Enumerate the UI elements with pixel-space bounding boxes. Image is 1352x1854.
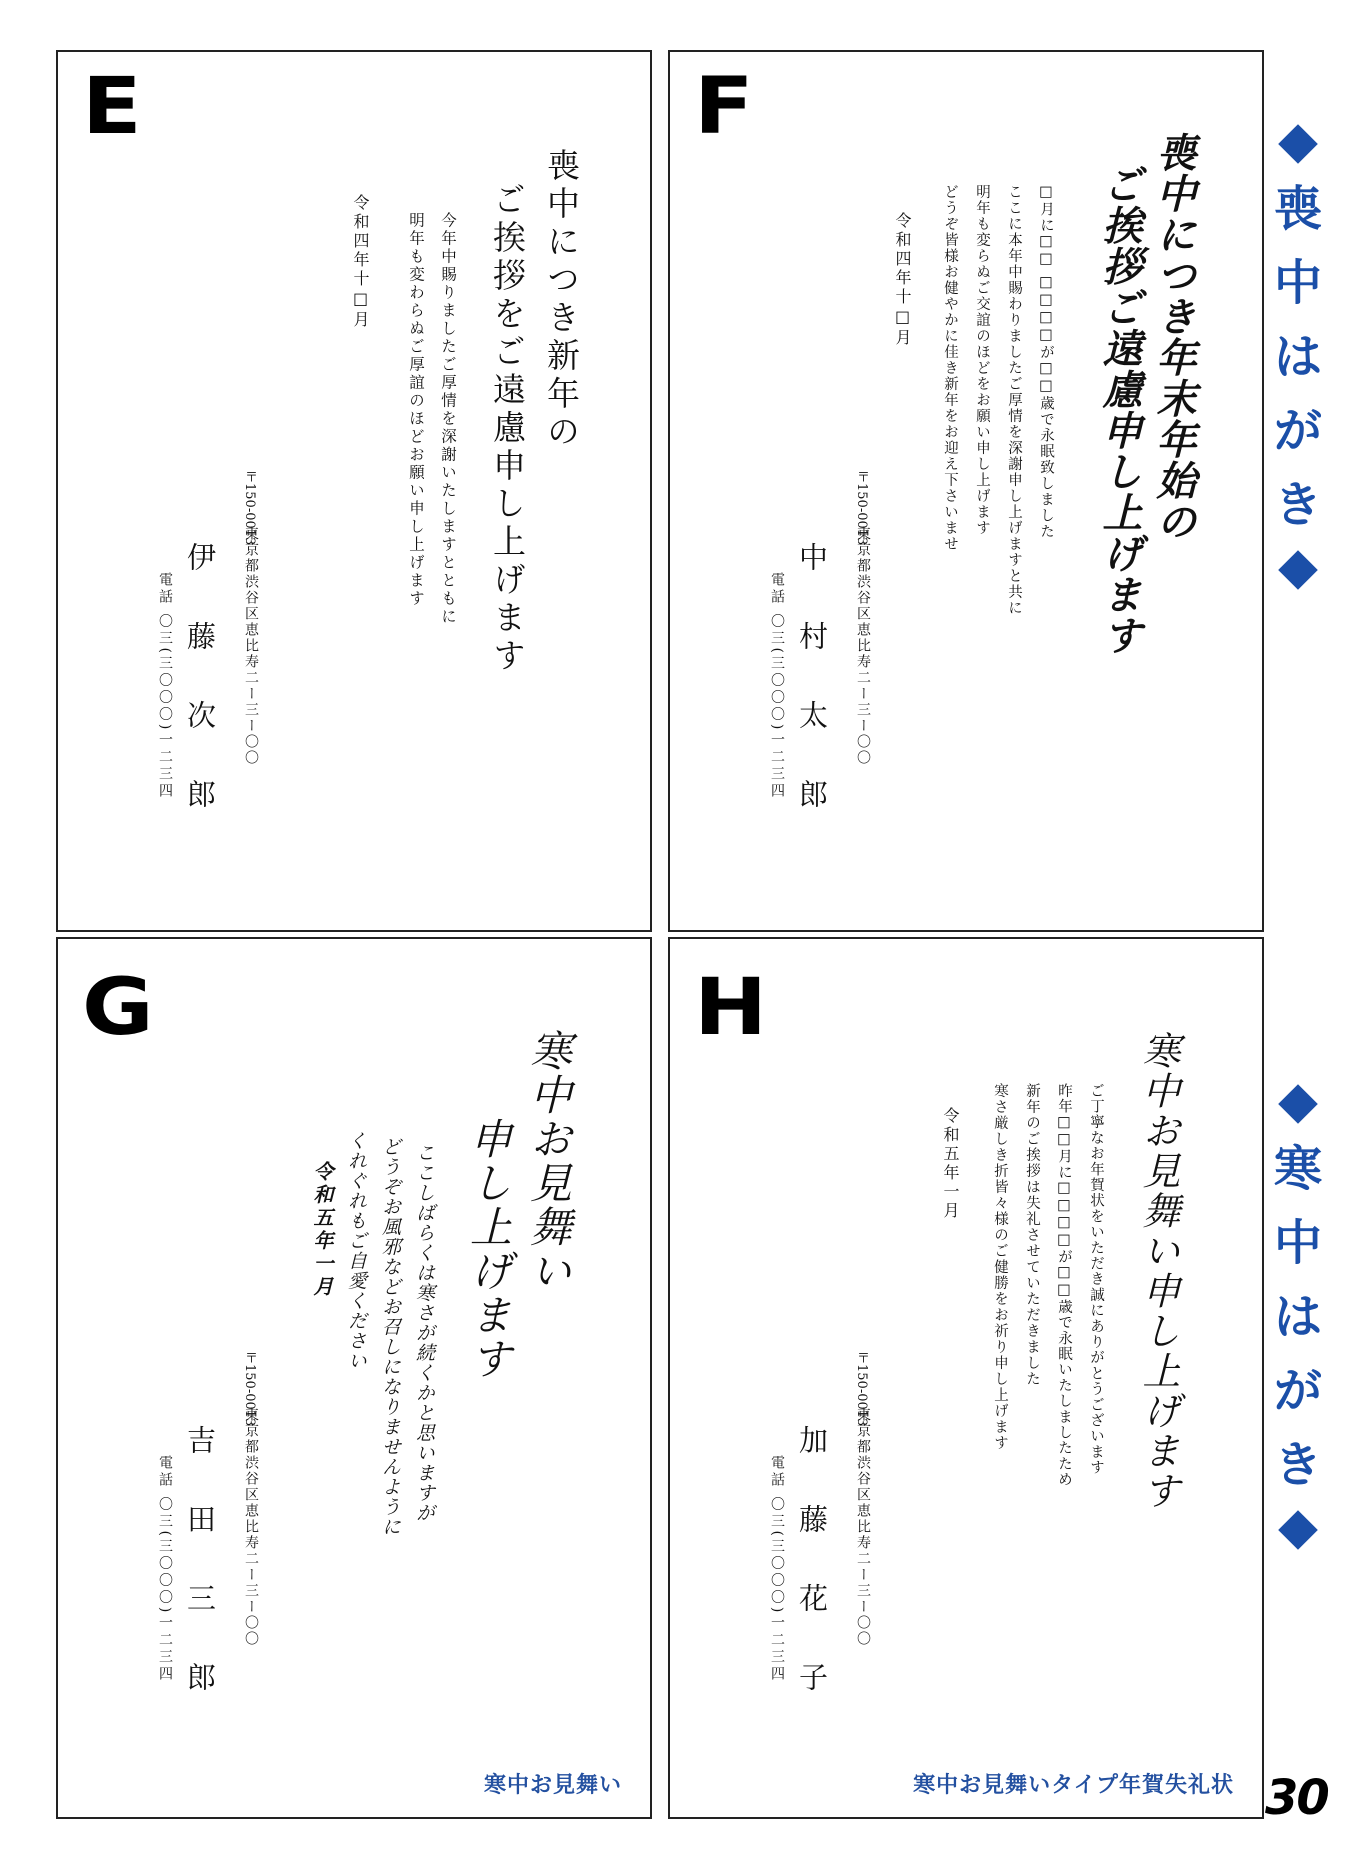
diamond-icon	[1278, 1084, 1318, 1124]
card-h	[668, 937, 1264, 1819]
card-zip: 〒150-0013	[242, 470, 257, 546]
diamond-icon	[1278, 1510, 1318, 1550]
card-zip: 〒150-0013	[854, 1351, 869, 1427]
side-label-char: き	[1273, 477, 1322, 533]
card-tel: 電話 〇三(三〇〇〇)一二三四	[769, 1455, 785, 1684]
diamond-icon	[1278, 124, 1318, 164]
card-title-line-1: 寒中お見舞い	[524, 1029, 573, 1293]
card-date: 令和五年一月	[310, 1161, 334, 1299]
card-name: 加藤花子	[795, 1425, 829, 1741]
card-body-line-2: 昨年□□月に□□□□が□□歳で永眠いたしましたため	[1056, 1083, 1072, 1488]
card-body-line-4: 寒さ厳しき折皆々様のご健勝をお祈り申し上げます	[992, 1083, 1008, 1451]
card-body-line-1: □月に□□ □□□□が□□歳で永眠致しました	[1038, 184, 1054, 540]
card-title-line-1: 喪中につき年末年始の	[1150, 132, 1197, 542]
card-title-line-2: ご挨拶ご遠慮申し上げます	[1096, 164, 1143, 656]
card-body-line-3: 新年のご挨拶は失礼させていただきました	[1024, 1083, 1040, 1387]
page-number: 30	[1265, 1770, 1328, 1826]
side-label-char: 喪	[1273, 181, 1322, 237]
card-e	[56, 50, 652, 932]
side-label-char: は	[1273, 329, 1322, 385]
card-name: 吉田三郎	[183, 1425, 217, 1741]
card-date: 令和四年十□月	[351, 194, 370, 330]
side-label-char: 中	[1273, 1215, 1322, 1271]
card-body-line-2: 明年も変わらぬご厚誼のほどお願い申し上げます	[407, 212, 425, 608]
card-date: 令和五年一月	[941, 1107, 960, 1221]
card-zip: 〒150-0013	[854, 470, 869, 546]
card-letter: H	[694, 963, 768, 1053]
side-label-char: 中	[1273, 255, 1322, 311]
card-letter: E	[82, 62, 142, 152]
card-address: 東京都渋谷区恵比寿二ー三ー〇〇	[243, 1407, 259, 1647]
card-letter: F	[694, 62, 754, 152]
card-title-line-1: 寒中お見舞い申し上げます	[1136, 1031, 1180, 1511]
card-body-line-1: ご丁寧なお年賀状をいただき誠にありがとうございます	[1088, 1083, 1104, 1476]
card-title-line-2: 申し上げます	[464, 1117, 513, 1381]
side-label-winter	[1262, 1076, 1334, 1558]
card-body-line-3: 明年も変らぬご交誼のほどをお願い申し上げます	[974, 184, 990, 536]
card-body-line-3: くれぐれもご自愛ください	[345, 1131, 367, 1371]
card-address: 東京都渋谷区恵比寿二ー三ー〇〇	[855, 1407, 871, 1647]
side-label-char: が	[1273, 403, 1322, 459]
card-zip: 〒150-0013	[242, 1351, 257, 1427]
side-label-mourning	[1262, 116, 1334, 598]
card-body-line-2: ここに本年中賜わりましたご厚情を深謝申し上げますと共に	[1006, 184, 1022, 616]
card-letter: G	[82, 963, 154, 1053]
card-f	[668, 50, 1264, 932]
side-label-char: 寒	[1273, 1141, 1322, 1197]
side-label-char: が	[1273, 1363, 1322, 1419]
card-title-line-2: ご挨拶をご遠慮申し上げます	[488, 182, 527, 676]
card-tel: 電話 〇三(三〇〇〇)一二三四	[157, 572, 173, 801]
side-label-char: き	[1273, 1437, 1322, 1493]
card-name: 伊藤次郎	[183, 542, 217, 858]
card-date: 令和四年十□月	[893, 212, 912, 348]
side-label-char: は	[1273, 1289, 1322, 1345]
card-tel: 電話 〇三(三〇〇〇)一二三四	[769, 572, 785, 801]
card-body-line-2: どうぞお風邪などお召しになりませんように	[379, 1137, 401, 1537]
card-g	[56, 937, 652, 1819]
card-title-line-1: 喪中につき新年の	[542, 148, 581, 452]
card-address: 東京都渋谷区恵比寿二ー三ー〇〇	[243, 526, 259, 766]
card-caption: 寒中お見舞い	[483, 1772, 622, 1798]
card-name: 中村太郎	[795, 542, 829, 858]
card-body-line-4: どうぞ皆様お健やかに佳き新年をお迎え下さいませ	[942, 184, 958, 552]
card-body-line-1: ここしばらくは寒さが続くかと思いますが	[413, 1143, 435, 1523]
card-tel: 電話 〇三(三〇〇〇)一二三四	[157, 1455, 173, 1684]
diamond-icon	[1278, 550, 1318, 590]
card-caption: 寒中お見舞いタイプ年賀失礼状	[913, 1772, 1234, 1798]
card-address: 東京都渋谷区恵比寿二ー三ー〇〇	[855, 526, 871, 766]
card-body-line-1: 今年中賜りましたご厚情を深謝いたしますとともに	[439, 212, 457, 626]
